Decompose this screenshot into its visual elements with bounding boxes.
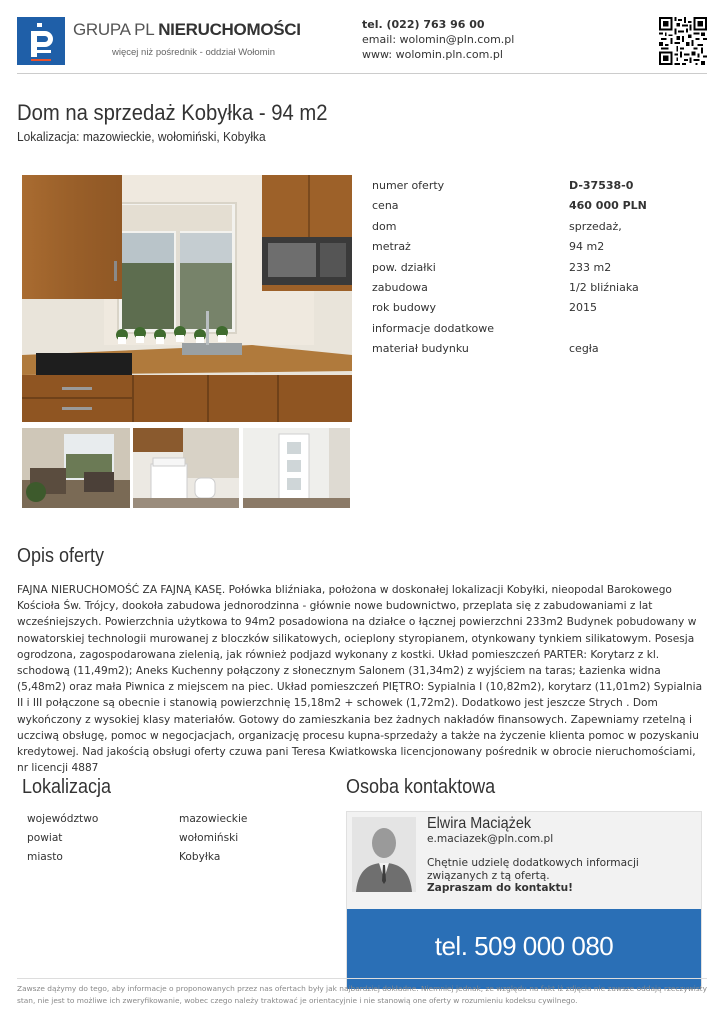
param-label: metraż — [372, 240, 411, 254]
param-row — [372, 219, 712, 239]
param-value: 2015 — [569, 301, 597, 315]
param-value: 94 m2 — [569, 240, 605, 254]
main-photo-kitchen[interactable] — [22, 175, 352, 422]
office-website[interactable]: www: wolomin.pln.com.pl — [362, 48, 503, 61]
header-divider — [17, 73, 707, 74]
param-row — [372, 341, 712, 361]
param-row — [372, 198, 712, 218]
location-table — [27, 813, 327, 870]
thumbnail-living-room[interactable] — [22, 428, 130, 508]
param-row — [372, 239, 712, 259]
offer-location: Lokalizacja: mazowieckie, wołomiński, Kobyłka — [17, 129, 266, 144]
agent-avatar — [352, 817, 416, 892]
param-label: zabudowa — [372, 280, 428, 294]
location-label: miasto — [27, 851, 63, 863]
param-label: numer oferty — [372, 179, 445, 192]
agent-email[interactable]: e.maciazek@pln.com.pl — [427, 833, 554, 845]
location-label: województwo — [27, 813, 99, 825]
location-value: Kobyłka — [179, 851, 221, 863]
location-label: powiat — [27, 832, 63, 844]
agent-phone-banner[interactable] — [347, 909, 701, 989]
disclaimer: Zawsze dążymy do tego, aby informacje o proponowanych przez nas ofertach były jak najbardziej dokładne. Niemniej jednak, ze względu na fakt iż zdjęcia nie zawsze oddają rzeczywisty stan, nie jest to możliwe ich zweryfikowanie, wobec czego należy traktować je orientacyjnie i nie stanowią one oferty w rozumieniu kodeksu cywilnego. — [17, 984, 707, 1005]
param-label: rok budowy — [372, 301, 437, 315]
page-header — [0, 0, 725, 74]
param-row — [372, 280, 712, 300]
offer-title: Dom na sprzedaż Kobyłka - 94 m2 — [17, 100, 328, 125]
param-value: cegła — [569, 342, 599, 356]
param-row — [372, 300, 712, 320]
thumbnail-bathroom[interactable] — [133, 428, 239, 508]
param-label: informacje dodatkowe — [372, 321, 495, 335]
location-value: wołomiński — [179, 832, 239, 844]
param-value: sprzedaż, — [569, 219, 622, 233]
contact-card — [346, 811, 702, 989]
location-value: mazowieckie — [179, 813, 248, 825]
contact-heading: Osoba kontaktowa — [346, 776, 496, 798]
company-logo[interactable] — [17, 17, 65, 65]
param-value: 233 m2 — [569, 260, 612, 274]
agent-phone[interactable]: tel. 509 000 080 — [434, 931, 614, 961]
office-email[interactable]: email: wolomin@pln.com.pl — [362, 33, 515, 46]
param-row — [372, 321, 712, 341]
param-label: materiał budynku — [372, 342, 469, 356]
brand-tagline: więcej niż pośrednik - oddział Wołomin — [112, 47, 275, 58]
param-label: dom — [372, 219, 397, 233]
agent-name: Elwira Maciążek — [427, 815, 532, 832]
location-row-powiat — [27, 832, 327, 851]
offer-parameters — [372, 178, 712, 362]
office-contact — [362, 17, 514, 62]
office-phone[interactable]: tel. (022) 763 96 00 — [362, 18, 485, 31]
param-value: 460 000 PLN — [569, 199, 647, 213]
location-row-miasto — [27, 851, 327, 870]
param-value: 1/2 bliźniaka — [569, 280, 639, 294]
param-value: D-37538-0 — [569, 179, 634, 192]
qr-code-icon — [659, 17, 707, 65]
description-heading: Opis oferty — [17, 545, 105, 567]
footer-divider — [17, 978, 707, 979]
agent-cta: Zapraszam do kontaktu! — [427, 882, 573, 894]
description-text: FAJNA NIERUCHOMOŚĆ ZA FAJNĄ KASĘ. Połówka bliźniaka, położona w doskonałej lokalizacji Kobyłki, nieopodal Barokowego Kościoła Św. Trójcy, dookoła zabudowa jednorodzinna - głównie nowe budownictwo, przeplata się z zabudowaniami z lat wcześniejszych. Powierzchnia użytkowa to 94m2 posadowiona na działce o łącznej powierzchni 233m2 Budynek pobudowany w nowatorskiej technologii murowanej z bloczków silikatowych, ocieplony styropianem, otynkowany tynkiem silikatowym. Posesja ogrodzona, zagospodarowana zielenią, jak również podjazd wykonany z kostki. Układ pomieszczeń PARTER: Korytarz z kl. schodową (11,49m2); Aneks Kuchenny połączony z słonecznym Salonem (31,34m2) z wyjściem na taras; Łazienka widna (5,48m2) oraz mała Piwnica z miejscem na piec. Układ pomieszczeń PIĘTRO: Sypialnia I (10,82m2), korytarz (11,01m2) Sypialnia II i III połączone są obecnie i stanowią powierzchnię 15,18m2 + schowek (1,72m2). Dodatkowo jest jeszcze Strych . Dom wykończony z wysokiej klasy materiałów. Gotowy do zamieszkania bez żadnych nakładów finansowych. Zapewniamy rzetelną i uczciwą obsługę, pomoc w negocjacjach, organizację procesu kupna-sprzedaży a także na życzenie klienta pomoc w pozyskaniu kredytowej. Nad jakością obsługi oferty czuwa pani Teresa Kwiatkowska licencjonowany pośrednik w obrocie nieruchomościami, nr licencji 4887 — [17, 584, 703, 775]
param-row — [372, 260, 712, 280]
param-row — [372, 178, 712, 198]
param-label: pow. działki — [372, 260, 436, 274]
location-heading: Lokalizacja — [22, 776, 112, 798]
brand-name: GRUPA PL NIERUCHOMOŚCI — [73, 20, 301, 39]
location-row-wojewodztwo — [27, 813, 327, 832]
agent-message: Chętnie udzielę dodatkowych informacji związanych z tą ofertą. — [427, 857, 639, 882]
param-label: cena — [372, 199, 399, 213]
thumbnail-hallway[interactable] — [243, 428, 350, 508]
